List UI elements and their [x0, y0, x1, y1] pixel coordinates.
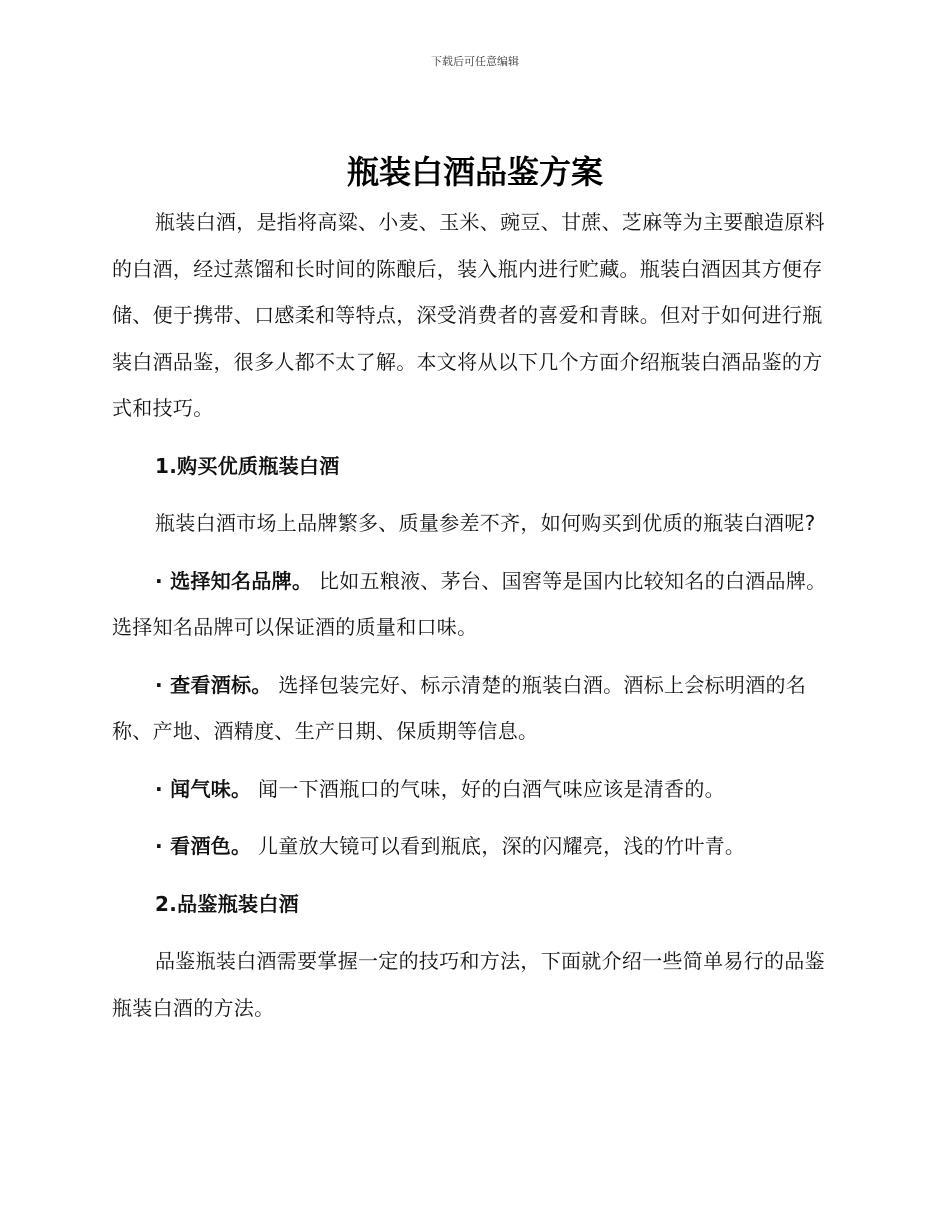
- section-2-heading: 2.品鉴瓶装白酒: [155, 891, 299, 916]
- bullet-smell-title: · 闻气味。: [155, 776, 252, 801]
- document-title: 瓶装白酒品鉴方案: [346, 153, 603, 191]
- bullet-color-title: · 看酒色。: [155, 834, 252, 858]
- bullet-label-text: 选择包装完好、标示清楚的瓶装白酒。酒标上会标明酒的名称、产地、酒精度、生产日期、保质期等信息。: [112, 672, 807, 743]
- page-header-note: 下载后可任意编辑: [431, 55, 519, 68]
- intro-paragraph: 瓶装白酒，是指将高粱、小麦、玉米、豌豆、甘蔗、芝麻等为主要酿造原料的白酒，经过蒸馏和长时间的陈酿后，装入瓶内进行贮藏。瓶装白酒因其方便存储、便于携带、口感柔和等特点，深受消费者的喜爱和青睐。但对于如何进行瓶装白酒品鉴，很多人都不太了解。本文将从以下几个方面介绍瓶装白酒品鉴的方式和技巧。: [112, 210, 825, 420]
- section-1-paragraph: 瓶装白酒市场上品牌繁多、质量参差不齐，如何购买到优质的瓶装白酒呢?: [155, 511, 816, 535]
- bullet-brand-title: · 选择知名品牌。: [155, 568, 313, 593]
- document-body: [112, 199, 832, 1031]
- bullet-label: [112, 662, 832, 755]
- section-2-paragraph: 品鉴瓶装白酒需要掌握一定的技巧和方法，下面就介绍一些简单易行的品鉴瓶装白酒的方法。: [112, 949, 825, 1020]
- bullet-label-title: · 查看酒标。: [155, 672, 272, 697]
- section-1-heading: 1.购买优质瓶装白酒: [155, 453, 340, 478]
- bullet-brand-text: 比如五粮液、茅台、国窖等是国内比较知名的白酒品牌。选择知名品牌可以保证酒的质量和口味。: [112, 568, 827, 639]
- bullet-brand: [112, 558, 832, 651]
- bullet-smell: [112, 766, 832, 813]
- bullet-color: [112, 823, 832, 870]
- bullet-smell-text: 闻一下酒瓶口的气味，好的白酒气味应该是清香的。: [251, 776, 725, 801]
- bullet-color-text: 儿童放大镜可以看到瓶底，深的闪耀亮，浅的竹叶青。: [251, 834, 746, 858]
